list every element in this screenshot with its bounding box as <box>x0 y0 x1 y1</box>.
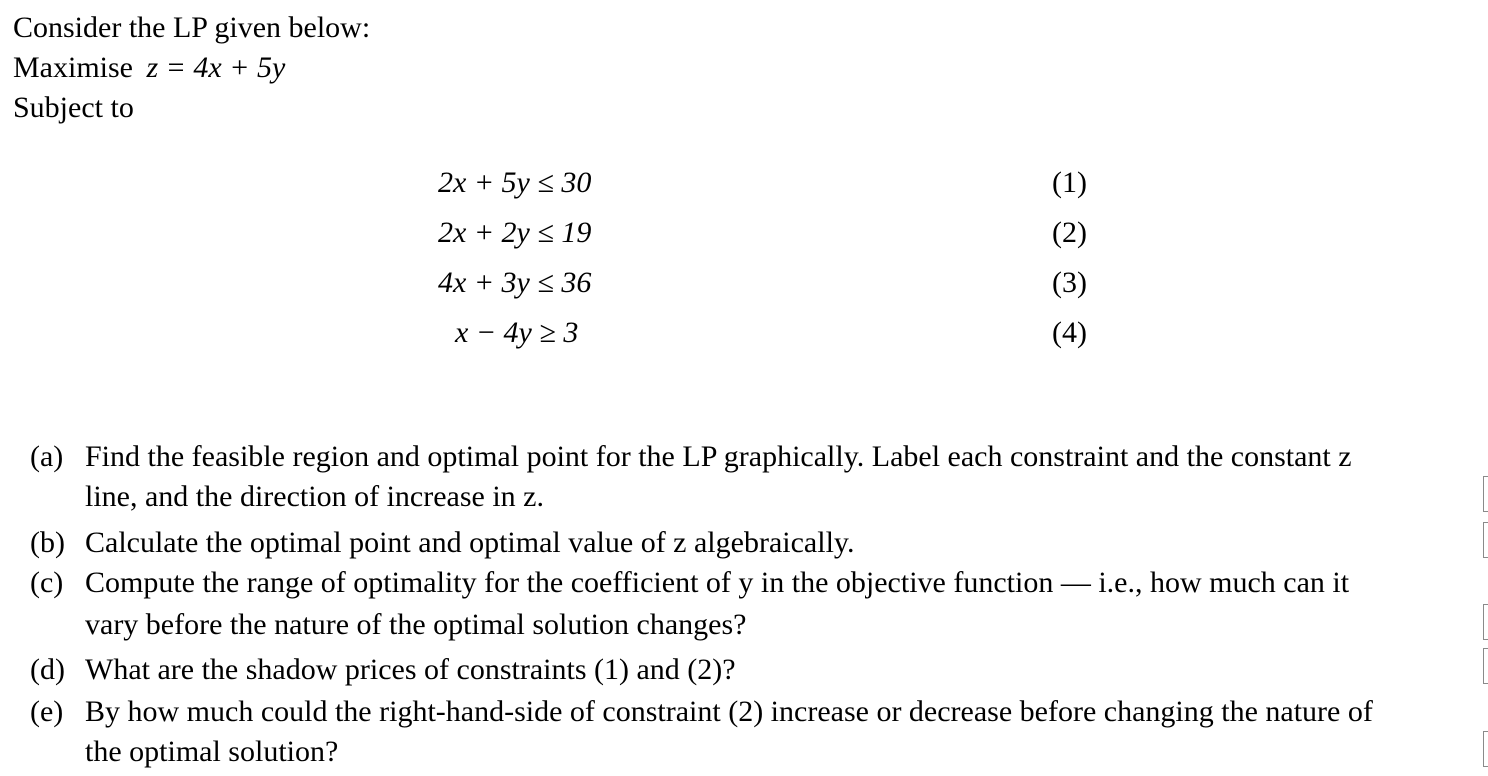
question-b-line-1: Calculate the optimal point and optimal value of z algebraically. <box>85 526 855 559</box>
constraint-2-expression: 2x + 2y ≤ 19 <box>438 216 592 249</box>
subject-to-label: Subject to <box>13 91 134 124</box>
answer-box-c[interactable] <box>1483 604 1488 640</box>
constraint-1-expression: 2x + 5y ≤ 30 <box>438 166 592 199</box>
objective-function: z = 4x + 5y <box>146 51 286 84</box>
constraint-2-number: (2) <box>1052 216 1087 249</box>
question-c-line-1: Compute the range of optimality for the coefficient of y in the objective function — i.e., how much can it <box>85 566 1350 599</box>
intro-line: Consider the LP given below: <box>13 11 371 44</box>
question-a-line-2: line, and the direction of increase in z. <box>85 480 544 513</box>
answer-box-b[interactable] <box>1483 522 1488 558</box>
question-d-line-1: What are the shadow prices of constraints (1) and (2)? <box>85 653 736 686</box>
constraint-1-number: (1) <box>1052 166 1087 199</box>
question-e-line-2: the optimal solution? <box>85 735 339 768</box>
question-c-label: (c) <box>30 566 64 599</box>
question-e-label: (e) <box>30 695 64 728</box>
question-a-label: (a) <box>30 440 64 473</box>
constraint-3-expression: 4x + 3y ≤ 36 <box>438 266 592 299</box>
answer-box-d[interactable] <box>1483 648 1488 684</box>
constraint-4-number: (4) <box>1052 316 1087 349</box>
question-b-label: (b) <box>30 526 65 559</box>
maximise-label: Maximise <box>13 51 133 84</box>
question-e-line-1: By how much could the right-hand-side of constraint (2) increase or decrease before changing the nature of <box>85 695 1373 728</box>
question-c-line-2: vary before the nature of the optimal solution changes? <box>85 608 747 641</box>
constraint-3-number: (3) <box>1052 266 1087 299</box>
question-a-line-1: Find the feasible region and optimal point for the LP graphically. Label each constraint and the constant z <box>85 440 1352 473</box>
answer-box-e[interactable] <box>1483 731 1488 767</box>
constraint-4-expression: x − 4y ≥ 3 <box>455 316 579 349</box>
objective-line <box>13 48 285 88</box>
question-d-label: (d) <box>30 653 65 686</box>
answer-box-a[interactable] <box>1483 476 1488 512</box>
